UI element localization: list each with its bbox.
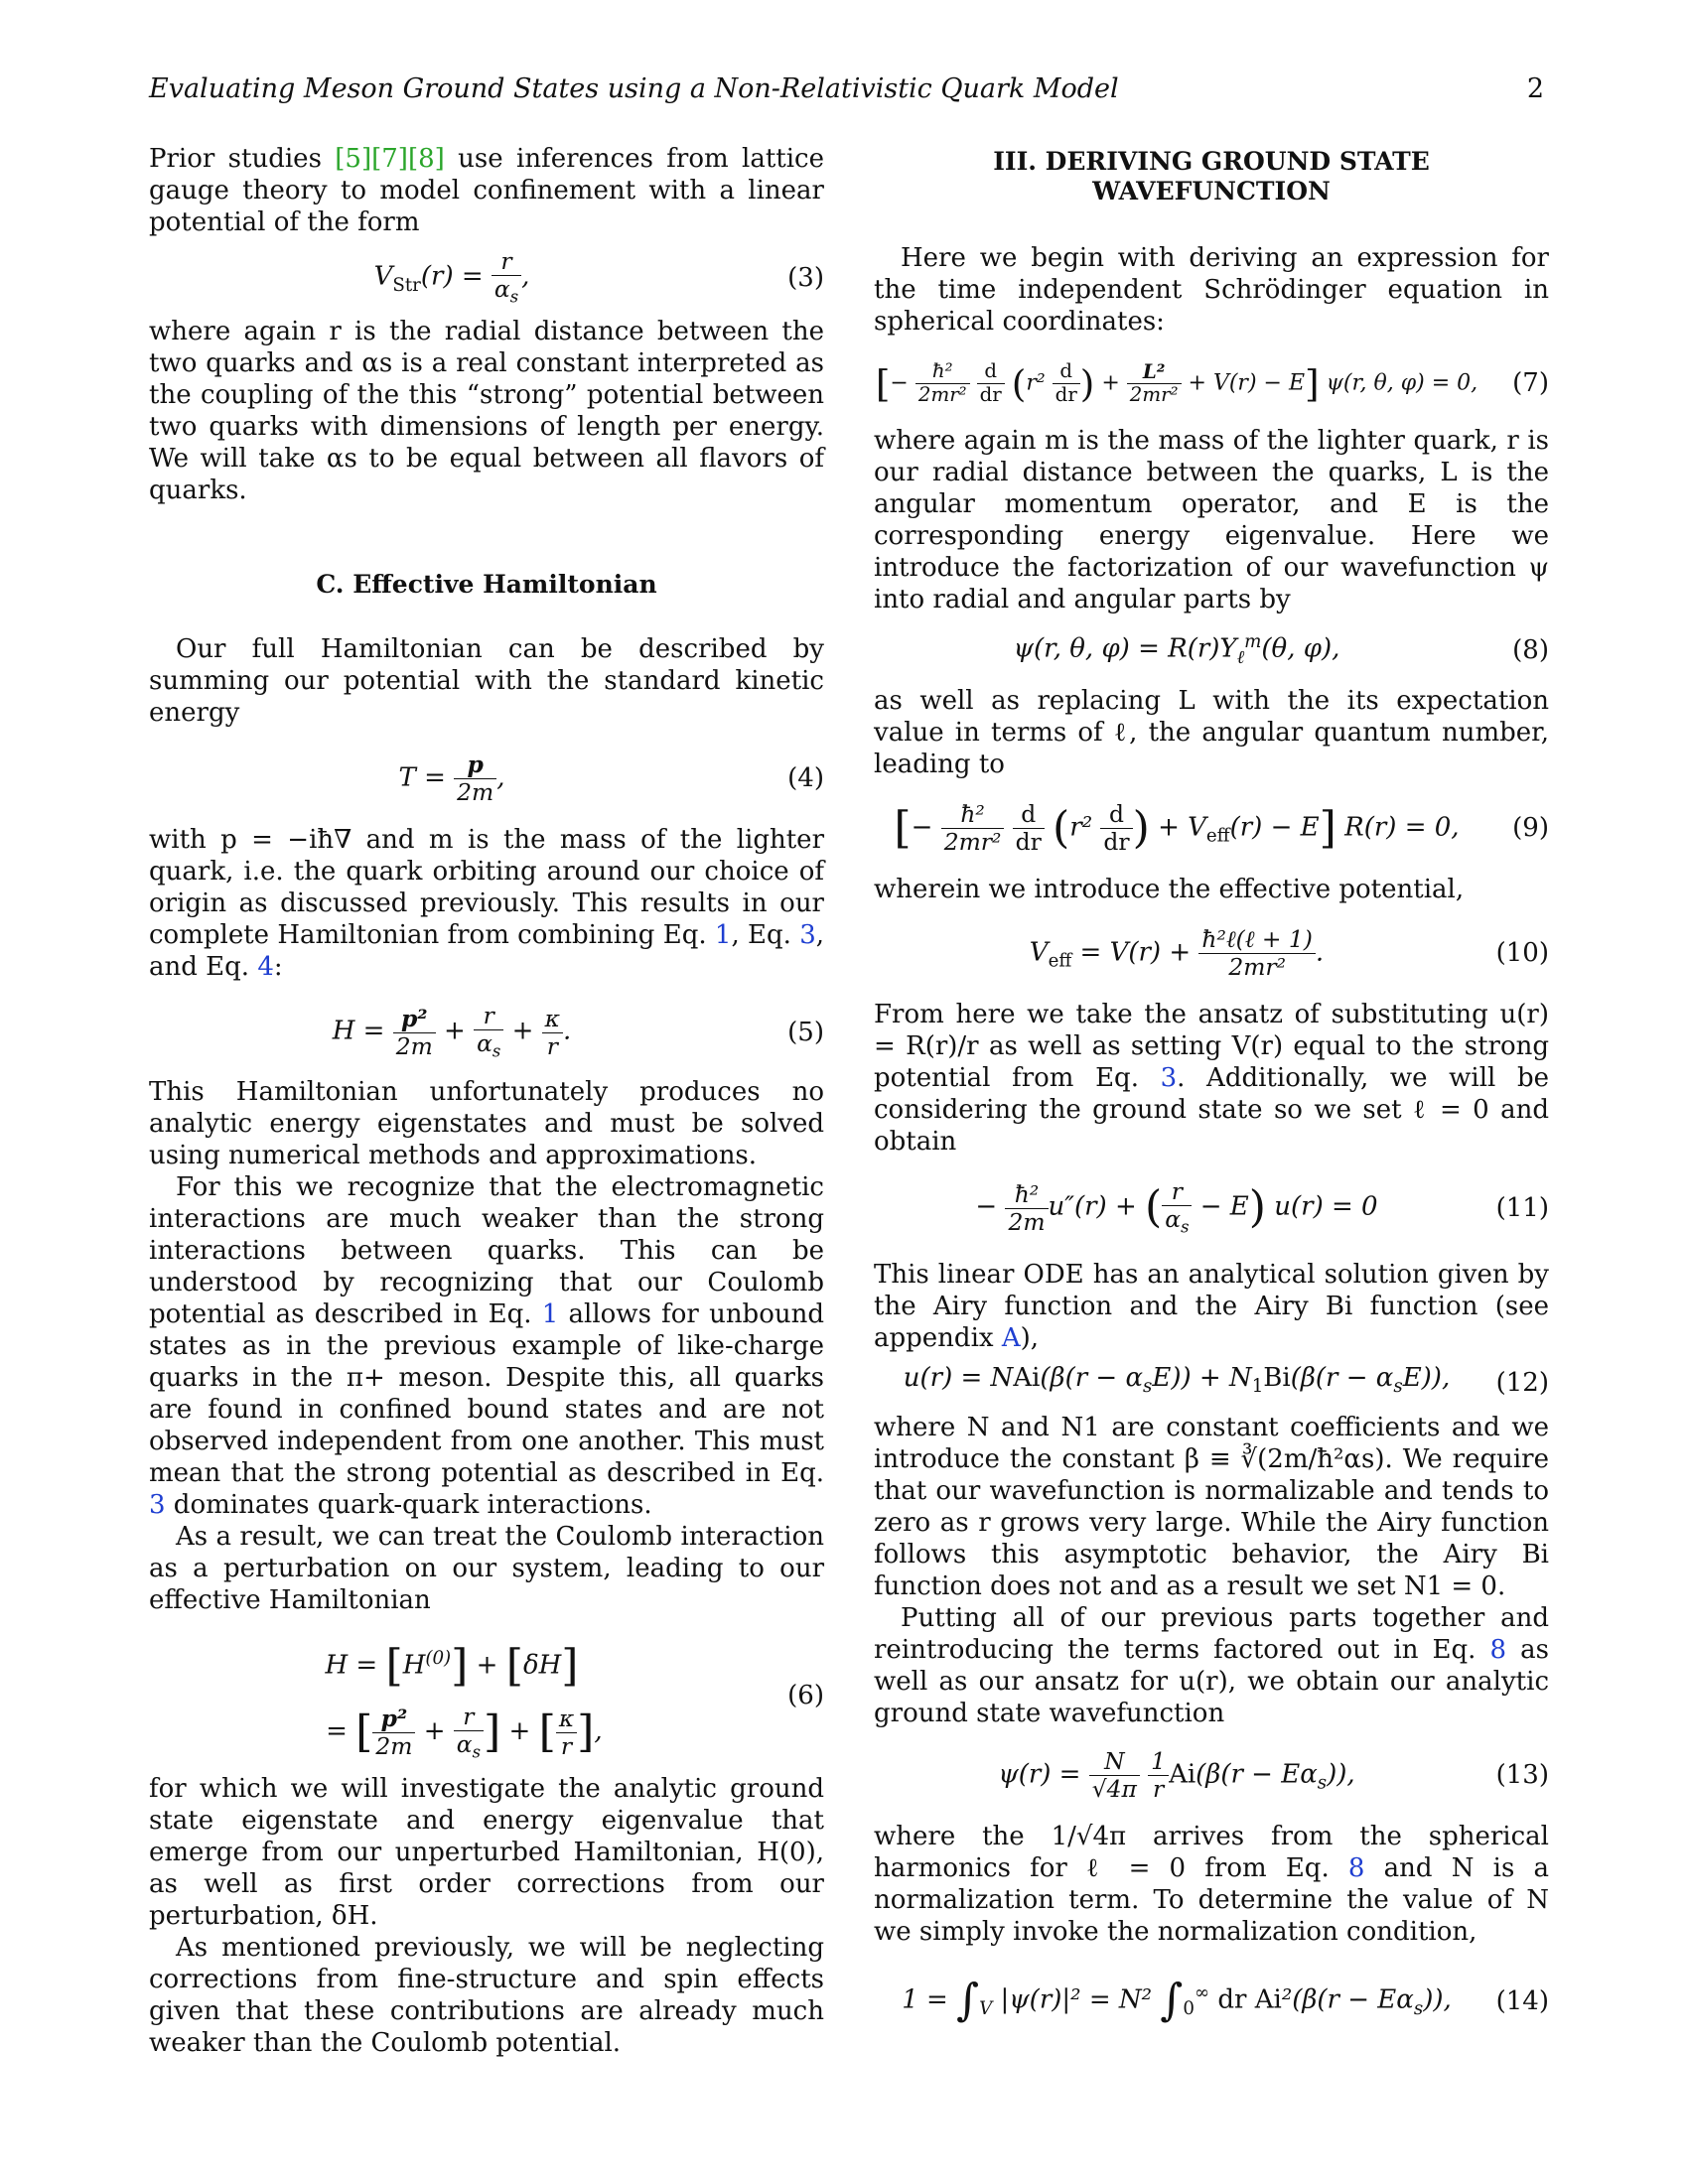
equation-14 [874,1948,1549,2055]
section-heading-c: C. Effective Hamiltonian [316,570,657,599]
equation-7-body: [− $\frac{\text{ħ²}}{\text{2mr²}}$ $\frac{d}{dr}$ (r² $\frac{d}{dr}$ ) + $\frac{\text{L²}}{\text{2mr²}}$ + V(r) − E] ψ(r, θ, φ) = 0, [875,358,1478,406]
paragraph-coefficients: where N and N1 are constant coefficients and we introduce the constant β ≡ ∛(2m/ħ²αs). We require that our wavefunction is normalizable and tends to zero as r grows very large. While the Airy function follows this asymptotic behavior, the Airy Bi function does not and as a result we set N1 = 0. [874,1413,1549,1601]
equation-9 [874,782,1549,874]
paragraph-putting-together: Putting all of our previous parts together and reintroducing the terms factored out in Eq. 8 as well as our ansatz for u(r), we obtain our analytic ground state wavefunction [874,1603,1550,1728]
equation-11 [874,1158,1549,1259]
equation-link[interactable]: 3 [799,920,816,950]
right-column [874,143,1549,2055]
paragraph-normalization: where the 1/√4π arrives from the spherical harmonics for ℓ = 0 from Eq. 8 and N is a normalization term. To determine the value of N we simply invoke the normalization condition, [874,1822,1549,1947]
equation-11-body: − $\frac{\text{ħ²}}{2m}$ u″(r) + ( $\frac{r}{\alpha_s}$ − E) u(r) = 0 [975,1177,1378,1237]
citation-link[interactable]: [7] [371,144,408,174]
equation-link[interactable]: 3 [149,1490,166,1520]
equation-number: (9) [1512,813,1549,843]
equation-12 [874,1354,1549,1412]
equation-number: (5) [787,1018,824,1047]
running-header [149,73,1544,104]
equation-number: (10) [1495,938,1549,968]
running-title: Evaluating Meson Ground States using a Non-Relativistic Quark Model [149,73,1119,104]
equation-number: (13) [1495,1760,1549,1790]
equation-link[interactable]: 8 [1347,1853,1365,1883]
equation-6-body: $H = [H^{(0)}] + [\delta H]$ = [ $\frac{\text{p²}}{2m}$ + $\frac{r}{\alpha_s}$ ] + [ $\frac{\kappa}{r}$ ], [301,1640,603,1762]
equation-link[interactable]: 3 [1160,1063,1178,1093]
equation-10 [874,907,1549,999]
paragraph-em-weaker: For this we recognize that the electromagnetic interactions are much weaker than the strong interactions between quarks. This can be understood by recognizing that our Coulomb potential as described in Eq. 1 allows for unbound states as in the previous example of like-charge quarks in the π+ meson. Despite this, all quarks are found in confined bound states and are not observed independent from one another. This must mean that the strong potential as described in Eq. 3 dominates quark-quark interactions. [149,1172,824,1520]
appendix-link[interactable]: A [1001,1323,1021,1353]
equation-4 [149,733,824,824]
citation-link[interactable]: [8] [407,144,445,174]
equation-8-body: ψ(r, θ, $\varphi) = R(r)Y_\ell^m(\theta$, φ), [1013,631,1340,668]
equation-link[interactable]: 4 [257,952,274,982]
equation-number: (6) [787,1681,824,1710]
equation-number: (7) [1512,368,1549,398]
equation-number: (14) [1495,1986,1549,2016]
equation-3-body: $V_{Str}(r)$ = $\frac{r}{\alpha_s}$ , [373,247,530,307]
equation-9-body: [− $\frac{\text{ħ²}}{\text{2mr²}}$ $\frac{d}{dr}$ (r² $\frac{d}{dr}$ ) + $V_{eff}(r) - E$] R(r) = 0, [894,799,1460,856]
equation-link[interactable]: 1 [714,920,732,950]
paragraph-schrodinger: Here we begin with deriving an expression for the time independent Schrödinger equation in spherical coordinates: [874,243,1549,337]
paragraph-no-analytic: This Hamiltonian unfortunately produces no analytic energy eigenstates and must be solved using numerical methods and approximations. [149,1077,824,1170]
paragraph-effective-potential: wherein we introduce the effective potential, [874,875,1465,904]
equation-5-body: H = $\frac{\text{p²}}{2m}$ + $\frac{r}{\alpha_s}$ + $\frac{\kappa}{r}$ . [332,1002,572,1061]
equation-13-body: ψ(r) = $\frac{N}{√4\pi}$ $\frac{1}{r}$ $Ai(\beta(r - E\alpha_s))$, [998,1746,1355,1803]
equation-7 [874,341,1549,425]
equation-number: (12) [1495,1368,1549,1398]
paragraph-kinetic: with p = −iħ∇ and m is the mass of the lighter quark, i.e. the quark orbiting around our choice of origin as discussed previously. This results in our complete Hamiltonian from combining Eq. 1, Eq. 3, and Eq. 4: [149,825,825,982]
paragraph-perturbation: As a result, we can treat the Coulomb interaction as a perturbation on our system, leading to our effective Hamiltonian [149,1522,824,1615]
equation-number: (11) [1495,1193,1549,1223]
paragraph-full-hamiltonian: Our full Hamiltonian can be described by summing our potential with the standard kinetic energy [149,634,824,728]
paragraph-replacing-l: as well as replacing L with the its expectation value in terms of ℓ, the angular quantum number, leading to [874,686,1549,779]
equation-link[interactable]: 1 [541,1299,559,1329]
citation-link[interactable]: [5] [335,144,372,174]
paragraph-airy: This linear ODE has an analytical solution given by the Airy function and the Airy Bi function (see appendix A), [874,1260,1549,1353]
section-heading-iii: III. DERIVING GROUND STATE WAVEFUNCTION [993,147,1430,205]
equation-8 [874,615,1549,685]
left-column [149,143,824,2059]
equation-13 [874,1729,1549,1821]
paragraph-factorization: where again m is the mass of the lighter quark, r is our radial distance between the quarks, L is the angular momentum operator, and E is the corresponding energy eigenvalue. Here we introduce the factorization of our wavefunction ψ into radial and angular parts by [874,426,1549,614]
equation-14-body: $1 = \int_V$ |ψ(r)|² = N² $\int_0^\infty$ dr $Ai^2(\beta(r - E\alpha_s))$, [902,1975,1452,2026]
equation-number: (3) [787,263,824,293]
paragraph-strong-potential: where again r is the radial distance between the two quarks and αs is a real constant interpreted as the coupling of the this “strong” potential between two quarks with dimensions of length per energy. We will take αs to be equal between all flavors of quarks. [149,317,824,505]
equation-6 [149,1622,824,1769]
paragraph-prior-studies: Prior studies [5][7][8] use inferences from lattice gauge theory to model confinement with a linear potential of the form [149,144,824,237]
paragraph-neglecting: As mentioned previously, we will be neglecting corrections from fine-structure and spin effects given that these contributions are already much weaker than the Coulomb potential. [149,1933,824,2058]
equation-number: (4) [787,763,824,793]
equation-12-body: $u(r) = NAi(\beta(r - \alpha_sE)) + N_1Bi(\beta(r - \alpha_sE))$, [903,1363,1451,1398]
equation-10-body: $V_{eff} = V(r)$ + $\frac{\text{ħ²ℓ(ℓ + 1)}}{\text{2mr²}}$ . [1029,924,1325,981]
equation-5 [149,989,824,1076]
paragraph-investigate: for which we will investigate the analytic ground state eigenstate and energy eigenvalue that emerge from our unperturbed Hamiltonian, H(0), as well as first order corrections from our perturbation, δH. [149,1774,824,1931]
equation-number: (8) [1512,635,1549,665]
page-number: 2 [1526,73,1544,104]
equation-4-body: T = $\frac{p}{2m}$ , [398,750,505,806]
equation-link[interactable]: 8 [1489,1635,1507,1665]
paragraph-ansatz: From here we take the ansatz of substituting u(r) = R(r)/r as well as setting V(r) equal to the strong potential from Eq. 3. Additionally, we will be considering the ground state so we set ℓ = 0 and obtain [874,1000,1549,1157]
equation-3 [149,242,824,314]
